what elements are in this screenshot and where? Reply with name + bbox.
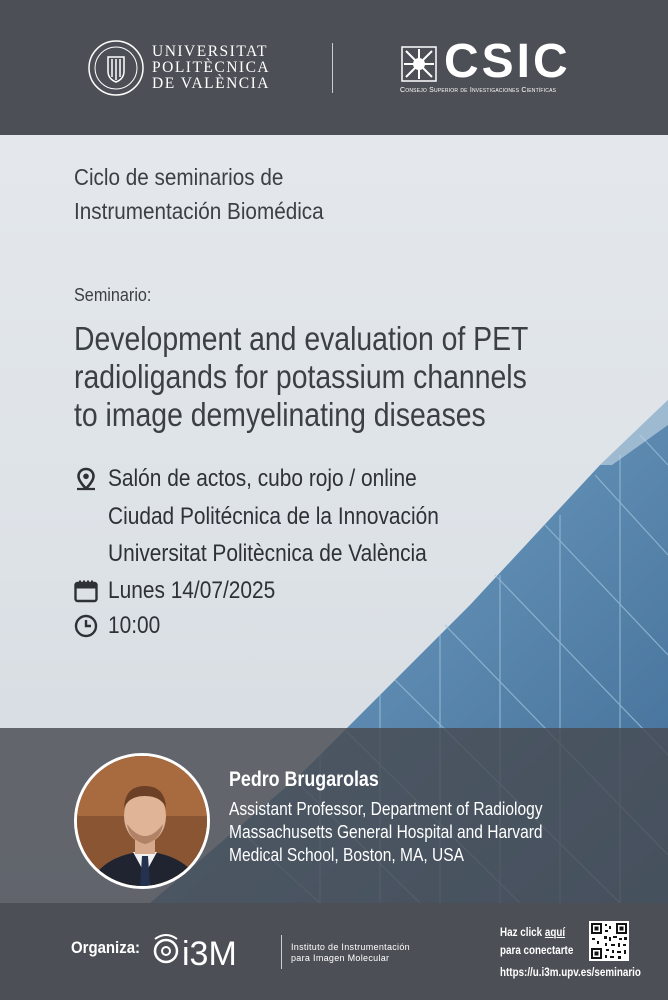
upv-name	[152, 44, 270, 92]
title-line-1: Development and evaluation of PET	[74, 320, 529, 357]
organiza-label: Organiza:	[71, 938, 140, 957]
upv-line-3: DE VALÈNCIA	[152, 75, 270, 92]
series-line-2: Instrumentación Biomédica	[74, 198, 324, 224]
click-prefix: Haz click	[500, 925, 545, 939]
connect-instructions	[500, 923, 573, 959]
upv-line-1: UNIVERSITAT	[152, 43, 269, 60]
csic-crest-logo	[400, 45, 438, 83]
i3m-logo	[152, 929, 270, 971]
date-text: Lunes 14/07/2025	[108, 577, 276, 604]
location-line-3: Universitat Politècnica de València	[108, 540, 427, 567]
qr-code[interactable]	[589, 921, 629, 961]
series-line-1: Ciclo de seminarios de	[74, 164, 284, 190]
csic-subtitle: Consejo Superior de Investigaciones Científicas	[400, 87, 557, 94]
upv-seal-logo	[88, 40, 144, 96]
i3m-desc-line-2: para Imagen Molecular	[291, 953, 390, 963]
i3m-desc-line-1: Instituto de Instrumentación	[291, 942, 410, 952]
seminar-series	[74, 160, 324, 228]
speaker-role-line-1: Assistant Professor, Department of Radiology	[229, 798, 543, 819]
location-pin-icon	[74, 467, 98, 491]
speaker-role-line-3: Medical School, Boston, MA, USA	[229, 844, 464, 865]
seminar-title	[74, 320, 556, 434]
upv-line-2: POLITÈCNICA	[152, 59, 271, 76]
speaker-photo	[74, 753, 210, 889]
header-divider	[332, 43, 333, 93]
csic-logo: CSIC	[444, 35, 571, 88]
header-bar	[0, 0, 668, 135]
speaker-name: Pedro Brugarolas	[229, 768, 379, 791]
seminar-type-label: Seminario:	[74, 285, 152, 305]
speaker-role-line-2: Massachusetts General Hospital and Harvard	[229, 821, 543, 842]
speaker-affiliation	[229, 797, 543, 866]
i3m-divider	[281, 935, 282, 969]
speaker-portrait-image	[77, 756, 210, 889]
connect-line-2: para conectarte	[500, 943, 574, 957]
title-line-2: radioligands for potassium channels	[74, 358, 527, 395]
title-line-3: to image demyelinating diseases	[74, 396, 486, 433]
location-line-2: Ciudad Politécnica de la Innovación	[108, 503, 439, 530]
i3m-logo-text: i3M	[182, 935, 237, 971]
time-text: 10:00	[108, 612, 161, 639]
calendar-icon	[74, 579, 98, 603]
connect-line-1	[500, 923, 573, 941]
connect-link[interactable]: aquí	[544, 925, 566, 939]
seminar-url[interactable]: https://u.i3m.upv.es/seminario	[500, 965, 641, 979]
i3m-description	[291, 942, 410, 964]
location-line-1: Salón de actos, cubo rojo / online	[108, 465, 417, 492]
clock-icon	[74, 614, 98, 638]
